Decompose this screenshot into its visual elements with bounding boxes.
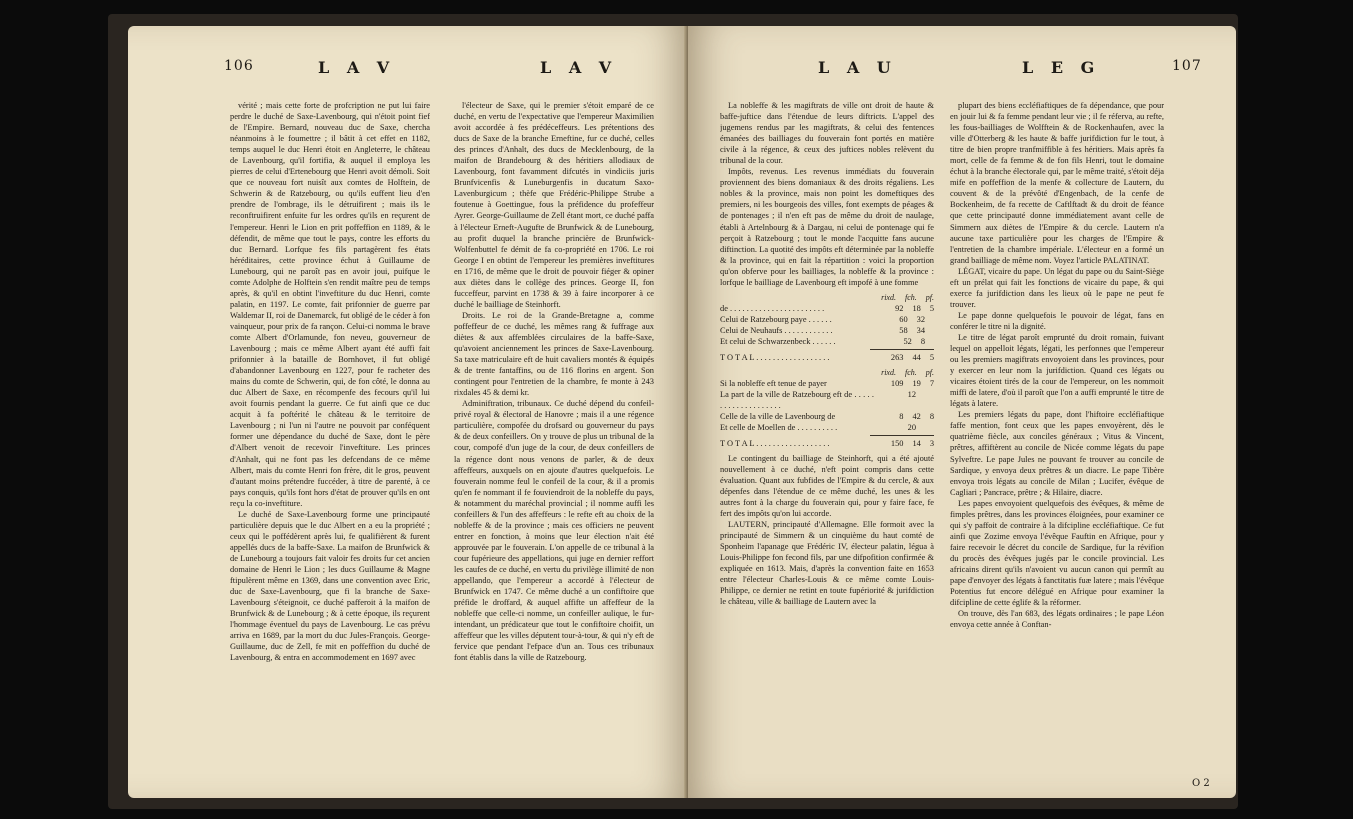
table-header-cell: fch. bbox=[904, 367, 917, 377]
left-running-head-1: L A V bbox=[318, 58, 396, 77]
table-header-cell: pf. bbox=[925, 367, 934, 377]
table-row: La part de la ville de Ratzebourg eft de . . . . . . . . . . . . . . . . . . . . 12 bbox=[720, 389, 916, 410]
paragraph: Adminiftration, tribunaux. Ce duché dépend du confeil-privé royal & électoral de Hanovre ; mais il a une régence particulière, compofée du drofsard ou gouverneur du pays & de deux confeillers. On y trouve de plus un tribunal de la cour, compofé d'un juge de la cour, de deux confeillers de la régence dont nous venons de parler, & de deux affeffeurs, auxquels on en ajoute d'autres quelquefois. Le fouverain nomme feul le confeil de la cour, & il a promis qu'en fe nommant il fe fouviendroit de la nobleffe du pays, & notamment du maréchal provincial ; il nomme auffi les confeillers & l'un des affeffeurs : le refte eft au choix de la nobleffe & de la province ; mais ces officiers ne peuvent entrer en fonction, à moins que leur élection n'ait été approuvée par le fouverain. L'on appelle de ce tribunal à la cour fupérieure des appellations, qui juge en dernier reffort les caufes de ce duché, en vertu du privilège illimité de non appellando, que l'empereur a accordé à l'électeur de Brunfwick en 1747. Ce même duché a un confiftoire que préfide le droffard, & auquel affifte un affeffeur de la nobleffe que celle-ci nomme, un confeiller aulique, le fur-intendant, un prédicateur que tout le confiftoire choifit, un affeffeur que les villes députent tour-à-tour, & qui n'y eft de fervice que pendant l'efpace d'un an. Tous ces tribunaux font établis dans la ville de Ratzebourg. bbox=[454, 399, 654, 663]
paragraph: vérité ; mais cette forte de profcription ne put lui faire perdre le duché de Saxe-Lavenbourg, qui n'étoit point fief de l'Empire. Bernard, nouveau duc de Saxe, chercha néanmoins à le foumettre ; il bâtit à cet effet en 1182, temps auquel le duc Henri étoit en Angleterre, le château de Lavenbourg, qu'il fortifia, & auquel il employa les pierres de celui d'Ertenebourg que Henri avoit démoli. Soit que ce nouveau fort nuisît aux comtes de Holftein, de Schwerin & de Ratzebourg, ou qu'ils euffent lieu d'en prendre de l'ombrage, ils le détruifirent ; mais ils le reconftruifirent enfuite fur les ordres qu'ils en reçurent de l'empereur. Henri le Lion en prit poffeffion en 1189, & le défendit, de même que tout le pays, contre les efforts du duc Bernard. Lorfque fes fils partagèrent fes états héréditaires, cette province échut à Guillaume de Lunebourg, qui ne paroît pas en avoir joui, puifque le comte Adolphe de Holftein s'en rendit maître peu de temps après, & qu'il en obtint l'inveftiture du duc Henri, comte palatin, en 1197. Le comte, fait prifonnier de guerre par Waldemar II, roi de Danemarck, fut obligé de le céder à fon vainqueur, pour prix de fa rançon. Celui-ci nomma le brave comte Albert d'Orlamunde, fon neveu, gouverneur de Lavenbourg ; mais ce même Albert ayant été auffi fait prifonnier à la bataille de Bornhovet, il fut obligé d'abandonner Lavenbourg en 1227, pour fe racheter des mains du comte de Schwerin, qui, de fon côté, le donna au duc Albert de Saxe, en récompenfe des fecours qu'il lui avoit fournis pendant la guerre. Ce fut ainfi que ce duc acquit à fa poftérité le château & le territoire de Lavenbourg ; ni l'un ni l'autre ne pouvoit par conféquent former une dépendance du duché de Saxe, dont le père d'Albert venoit de recevoir l'inveftiture. Les princes d'Anhalt, qui ne font pas les defcendans de ce même Albert, mais du comte Henri fon frère, dit le gros, peuvent d'autant moins prétendre fuccéder, à titre de parenté, à ce pays conquis, qu'ils font hors d'état de prouver qu'ils en ont reçu la co-inveftiture. bbox=[230, 101, 430, 508]
paragraph: plupart des biens eccléfiaftiques de fa dépendance, que pour en jouir lui & fa femme pendant leur vie ; il fe réferva, au refte, les fous-bailliages de Wolfftein & de Rockenhaufen, avec la ville d'Otterberg & les haute & baffe jurifdiction fur le tout, à titre de bien propre tranfmiffible à fes héritiers. Mais après fa mort, celle de fa femme & de fon fils Henri, tout le domaine échut à la branche électorale qui, par le même traité, s'étoit déja mife en poffeffion de la menfe & collecture de Lautern, du couvent & de la prévôté d'Engenbach, de la cenfe de Bockenheim, de fa recette de Caftlftadt & du droit de féance que cette principauté donne immédiatement avant celle de Simmern aux diètes de l'Empire & du cercle. Lautern n'a aucune taxe particulière pour les charges de l'Empire & l'entretien de la chambre impériale. L'électeur en a formé un grand bailliage de même nom. Voyez l'article PALATINAT. bbox=[950, 101, 1164, 265]
table-row: Celui de Neuhaufs . . . . . . . . . . . . 58 34 bbox=[720, 325, 925, 335]
table-header-cell: rixd. bbox=[881, 367, 896, 377]
right-running-head-2: L E G bbox=[1022, 58, 1101, 77]
left-page bbox=[128, 26, 688, 798]
paragraph: Le pape donne quelquefois le pouvoir de légat, fans en conférer le titre ni la dignité. bbox=[950, 310, 1164, 331]
sum-rule bbox=[870, 435, 934, 436]
paragraph: Les papes envoyoient quelquefois des évêques, & même de fimples prêtres, dans les provinces éloignées, pour examiner ce qui s'y paffoit de contraire à la difcipline eccléfiaftique. Ce fut ainfi que Zozime envoya l'évêque Fauftin en Afrique, pour y faire recevoir le décret du concile de Sardique, fur la révifion du procès des évêques jugés par le concile provincial. Les africains dirent qu'ils n'avoient vu aucun canon qui permît au pape d'envoyer des légats à fanctitatis fuæ latere ; mais l'évêque Potentius fut encore délégué en Afrique pour examiner la difcipline de cette églife & la réformer. bbox=[950, 498, 1164, 608]
paragraph: l'électeur de Saxe, qui le premier s'étoit emparé de ce duché, en vertu de l'expectative que l'empereur Maximilien avoit accordée à fes prédéceffeurs. Les prétentions des ducs de Saxe de la branche Erneftine, fur ce duché, celles des princes d'Anhalt, des ducs de Mecklenbourg, de la maifon de Brandebourg & des héritiers allodiaux de Lavenbourg, font favamment difcutés in vindiciis juris Brunfvicenfis & Luneburgenfis in ducatum Saxo-Lavenburgicum ; thèfe que Frédéric-Philippe Strube a foutenue à Goettingue, fous la préfidence du profeffeur Ayrer. George-Guillaume de Zell étant mort, ce duché paffa à l'électeur Erneft-Augufte de Brunfwick & de Lunebourg, au profit duquel la branche princière de Brunfwick-Wolfenbuttel fe démit de fa co-propriété en 1706. Le roi George I en obtint de l'empereur les premières inveftitures en 1716, de même que le droit de pouvoir fiéger & opiner aux diètes dans le collège des princes. George II, fon fucceffeur, parvint en 1738 & 39 à faire incorporer à ce duché le bailliage de Steinhorft. bbox=[454, 101, 654, 309]
signature-mark: O 2 bbox=[1192, 778, 1210, 789]
table-total-row: T O T A L . . . . . . . . . . . . . . . . . . 150 14 3 bbox=[720, 438, 934, 448]
left-page-number: 106 bbox=[224, 58, 254, 74]
paragraph: La nobleffe & les magiftrats de ville ont droit de haute & baffe-juftice dans l'étendue de leurs diftricts. L'appel des jugemens rendus par les magiftrats, & celui des fentences émanées des bailliages du fouverain font portés en matière civile à la régence, & ceux des juftices nobles relèvent du tribunal de la cour. bbox=[720, 101, 934, 166]
paragraph: Le contingent du bailliage de Steinhorft, qui a été ajouté nouvellement à ce duché, n'eft point compris dans cette évaluation. Quant aux fubfides de l'Empire & du cercle, & aux dépenfes dans l'étendue de ce même duché, les unes & les autres font à la charge du fouverain qui, pour y faire face, fe fert des impôts qu'on lui accorde. bbox=[720, 453, 934, 519]
table-total-row: T O T A L . . . . . . . . . . . . . . . . . . 263 44 5 bbox=[720, 352, 934, 362]
paragraph: Droits. Le roi de la Grande-Bretagne a, comme poffeffeur de ce duché, les mêmes rang & fuffrage aux diètes & aux affemblées circulaires de la baffe-Saxe, qu'avoient anciennement les princes de Saxe-Lavenbourg. Sa taxe matriculaire eft de huit cavaliers montés & équipés & de trente fantaffins, ou de 116 florins en argent. Son contingent pour l'entretien de la chambre, fe monte à 243 rixdales 45 & demi kr. bbox=[454, 310, 654, 398]
text-column-4 bbox=[950, 100, 1164, 792]
table-row: Si la nobleffe eft tenue de payer 109 19 7 bbox=[720, 378, 934, 388]
paragraph: LAUTERN, principauté d'Allemagne. Elle formoit avec la principauté de Simmern & un cinquième du haut comté de Sponheim l'apanage que Frédéric IV, électeur palatin, légua à Louis-Philippe fon fecond fils, par une difpofition confirmée & expliquée en 1613. Mais, d'après la convention faite en 1653 entre l'électeur Charles-Louis & ce même comte Louis-Philippe, ce dernier ne retint en toute fupériorité & jurifdiction le château, ville & bailliage de Lautern avec la bbox=[720, 520, 934, 607]
text-column-2 bbox=[454, 100, 654, 792]
paragraph: Impôts, revenus. Les revenus immédiats du fouverain proviennent des biens domaniaux & des droits régaliens. Les nobles & la province, mais non point les domeftiques des premiers, ni les bourgeois des villes, font exempts de péages & de pontenages ; il n'en eft pas de même du droit de naulage, établi à Artelnbourg & à Dargau, ni celui de pontenage qui fe perçoit à Ratzebourg ; tout le monde l'acquitte fans aucune diftinction. La quotité des impôts eft déterminée par la nobleffe & la province, qui en fait la répartition : voici la proportion qu'on obferve pour les bailliages, la nobleffe & la province : lorfque le bailliage de Lavenbourg eft impofé à une fomme bbox=[720, 167, 934, 287]
left-running-head-2: L A V bbox=[540, 58, 618, 77]
table-row: de . . . . . . . . . . . . . . . . . . . . . . . 92 18 5 bbox=[720, 303, 934, 313]
table-row: Et celle de Moellen de . . . . . . . . . . 20 bbox=[720, 422, 916, 432]
tax-table-1 bbox=[720, 292, 934, 363]
tax-table-2 bbox=[720, 367, 934, 449]
table-row: Et celui de Schwarzenbeck . . . . . . 52 8 bbox=[720, 336, 925, 346]
table-row: Celle de la ville de Lavenbourg de 8 42 8 bbox=[720, 411, 934, 421]
text-column-3 bbox=[720, 100, 934, 792]
table-header-cell: fch. bbox=[904, 292, 917, 302]
table-row: Celui de Ratzebourg paye . . . . . . 60 32 bbox=[720, 314, 925, 324]
sum-rule bbox=[870, 349, 934, 350]
paragraph: Le duché de Saxe-Lavenbourg forme une principauté particulière depuis que le duc Albert en a eu la propriété ; ceux qui le poffédèrent après lui, fe qualifièrent & furent appellés ducs de la baffe-Saxe. La maifon de Brunfwick & de Lunebourg a toujours fait valoir fes droits fur cet ancien domaine de Henri le Lion ; les ducs Guillaume & Magne ftipulèrent même en 1369, dans une convention avec Eric, duc de Saxe-Lavenbourg, que fi la branche de Saxe-Lavenbourg s'éteignoit, ce duché pafferoit à la maifon de Brunfwick & de Lunebourg ; & à cette époque, ils reçurent l'hommage éventuel du pays de Lavenbourg. Le cas prévu arriva en 1689, par la mort du duc Jules-François. George-Guillaume, duc de Zell, fe mit en poffeffion du duché de Lavenbourg, & entra en accommodement en 1697 avec bbox=[230, 509, 430, 663]
right-page bbox=[688, 26, 1236, 798]
table-header-row bbox=[720, 367, 934, 378]
table-header-cell: pf. bbox=[925, 292, 934, 302]
paragraph: Les premiers légats du pape, dont l'hiftoire eccléfiaftique faffe mention, font ceux que les papes envoyèrent, dès le quatrième fiècle, aux conciles généraux ; Vitus & Vincent, prêtres, affiftèrent au concile de Nicée comme légats du pape Sylveftre. Le pape Jules ne pouvant fe trouver au concile de Sardique, y envoya deux prêtres & un diacre. Le pape Tibère envoya trois légats au concile de Milan ; Lucifer, évêque de Cagliari ; Pancrace, prêtre ; & Hilaire, diacre. bbox=[950, 410, 1164, 497]
right-page-number: 107 bbox=[1172, 58, 1202, 74]
paragraph: LÉGAT, vicaire du pape. Un légat du pape ou du Saint-Siège eft un prélat qui fait les fonctions de vicaire du pape, & qui exerce fa jurifdiction dans les lieux où le pape ne peut fe trouver. bbox=[950, 266, 1164, 309]
text-column-1 bbox=[230, 100, 430, 792]
paragraph: On trouve, dès l'an 683, des légats ordinaires ; le pape Léon envoya cette année à Conftan- bbox=[950, 609, 1164, 630]
paragraph: Le titre de légat paroît emprunté du droit romain, fuivant lequel on appelloit légats, légati, les perfonnes que l'empereur ou les premiers magiftrats envoyoient dans les provinces, pour y exercer en leur nom la jurifdiction. Quand ces légats ou vicaires étoient tirés de la cour de l'empereur, on les nommoit miffi de latere, d'où il paroît que l'on a auffi emprunté le titre de légats à latere. bbox=[950, 332, 1164, 409]
table-header-row bbox=[720, 292, 934, 303]
right-running-head-1: L A U bbox=[818, 58, 897, 77]
table-header-cell: rixd. bbox=[881, 292, 896, 302]
